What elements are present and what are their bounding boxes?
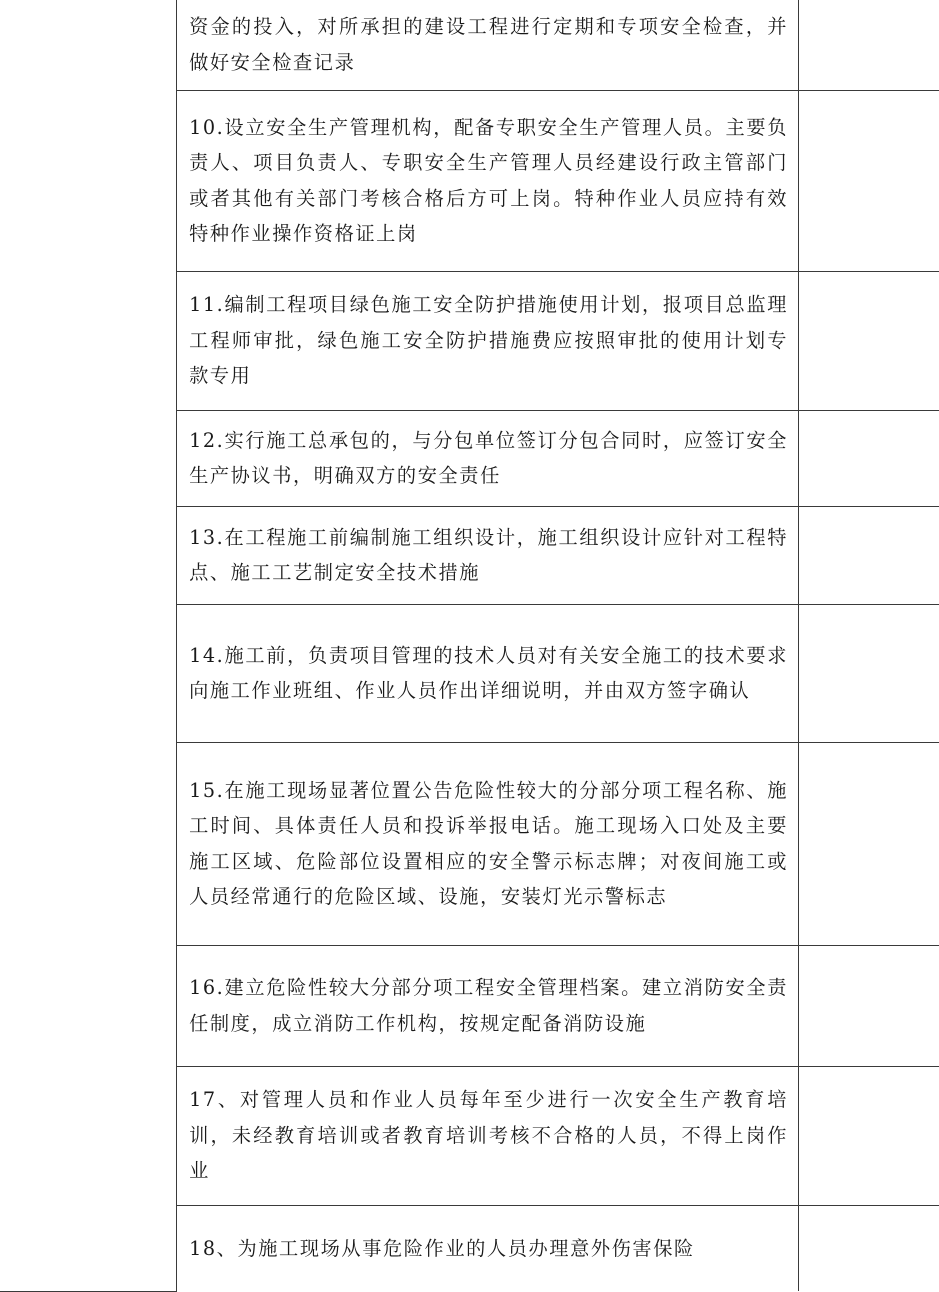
requirement-cell bbox=[177, 1066, 799, 1205]
requirement-cell bbox=[177, 0, 799, 90]
requirement-text: 17、对管理人员和作业人员每年至少进行一次安全生产教育培训，未经教育培训或者教育培训考核不合格的人员，不得上岗作业 bbox=[189, 1088, 789, 1183]
category-cell bbox=[0, 0, 177, 1291]
check-cell bbox=[799, 1066, 939, 1205]
check-cell bbox=[799, 742, 939, 945]
requirement-cell bbox=[177, 506, 799, 604]
requirement-text: 资金的投入，对所承担的建设工程进行定期和专项安全检查，并做好安全检查记录 bbox=[189, 15, 789, 74]
requirement-cell bbox=[177, 945, 799, 1066]
check-cell bbox=[799, 506, 939, 604]
requirement-cell bbox=[177, 271, 799, 410]
check-cell bbox=[799, 0, 939, 90]
requirement-text: 18、为施工现场从事危险作业的人员办理意外伤害保险 bbox=[189, 1236, 695, 1260]
check-cell bbox=[799, 271, 939, 410]
check-cell bbox=[799, 410, 939, 506]
requirement-cell bbox=[177, 410, 799, 506]
requirement-text: 16.建立危险性较大分部分项工程安全管理档案。建立消防安全责任制度，成立消防工作机构，按规定配备消防设施 bbox=[189, 976, 789, 1035]
requirement-text: 15.在施工现场显著位置公告危险性较大的分部分项工程名称、施工时间、具体责任人员和投诉举报电话。施工现场入口处及主要施工区域、危险部位设置相应的安全警示标志牌；对夜间施工或人员经常通行的危险区域、设施，安装灯光示警标志 bbox=[189, 778, 789, 908]
requirement-text: 14.施工前，负责项目管理的技术人员对有关安全施工的技术要求向施工作业班组、作业人员作出详细说明，并由双方签字确认 bbox=[189, 643, 789, 702]
requirement-text: 11.编制工程项目绿色施工安全防护措施使用计划，报项目总监理工程师审批，绿色施工安全防护措施费应按照审批的使用计划专款专用 bbox=[189, 293, 789, 388]
check-cell bbox=[799, 604, 939, 742]
requirement-cell bbox=[177, 1205, 799, 1291]
requirement-cell bbox=[177, 90, 799, 271]
requirement-text: 10.设立安全生产管理机构，配备专职安全生产管理人员。主要负责人、项目负责人、专职安全生产管理人员经建设行政主管部门或者其他有关部门考核合格后方可上岗。特种作业人员应持有效特种作业操作资格证上岗 bbox=[189, 115, 789, 245]
requirement-text: 13.在工程施工前编制施工组织设计，施工组织设计应针对工程特点、施工工艺制定安全技术措施 bbox=[189, 525, 789, 584]
check-cell bbox=[799, 1205, 939, 1291]
check-cell bbox=[799, 945, 939, 1066]
table-row bbox=[0, 0, 939, 90]
check-cell bbox=[799, 90, 939, 271]
requirement-cell bbox=[177, 742, 799, 945]
requirement-text: 12.实行施工总承包的，与分包单位签订分包合同时，应签订安全生产协议书，明确双方的安全责任 bbox=[189, 428, 789, 487]
requirement-cell bbox=[177, 604, 799, 742]
